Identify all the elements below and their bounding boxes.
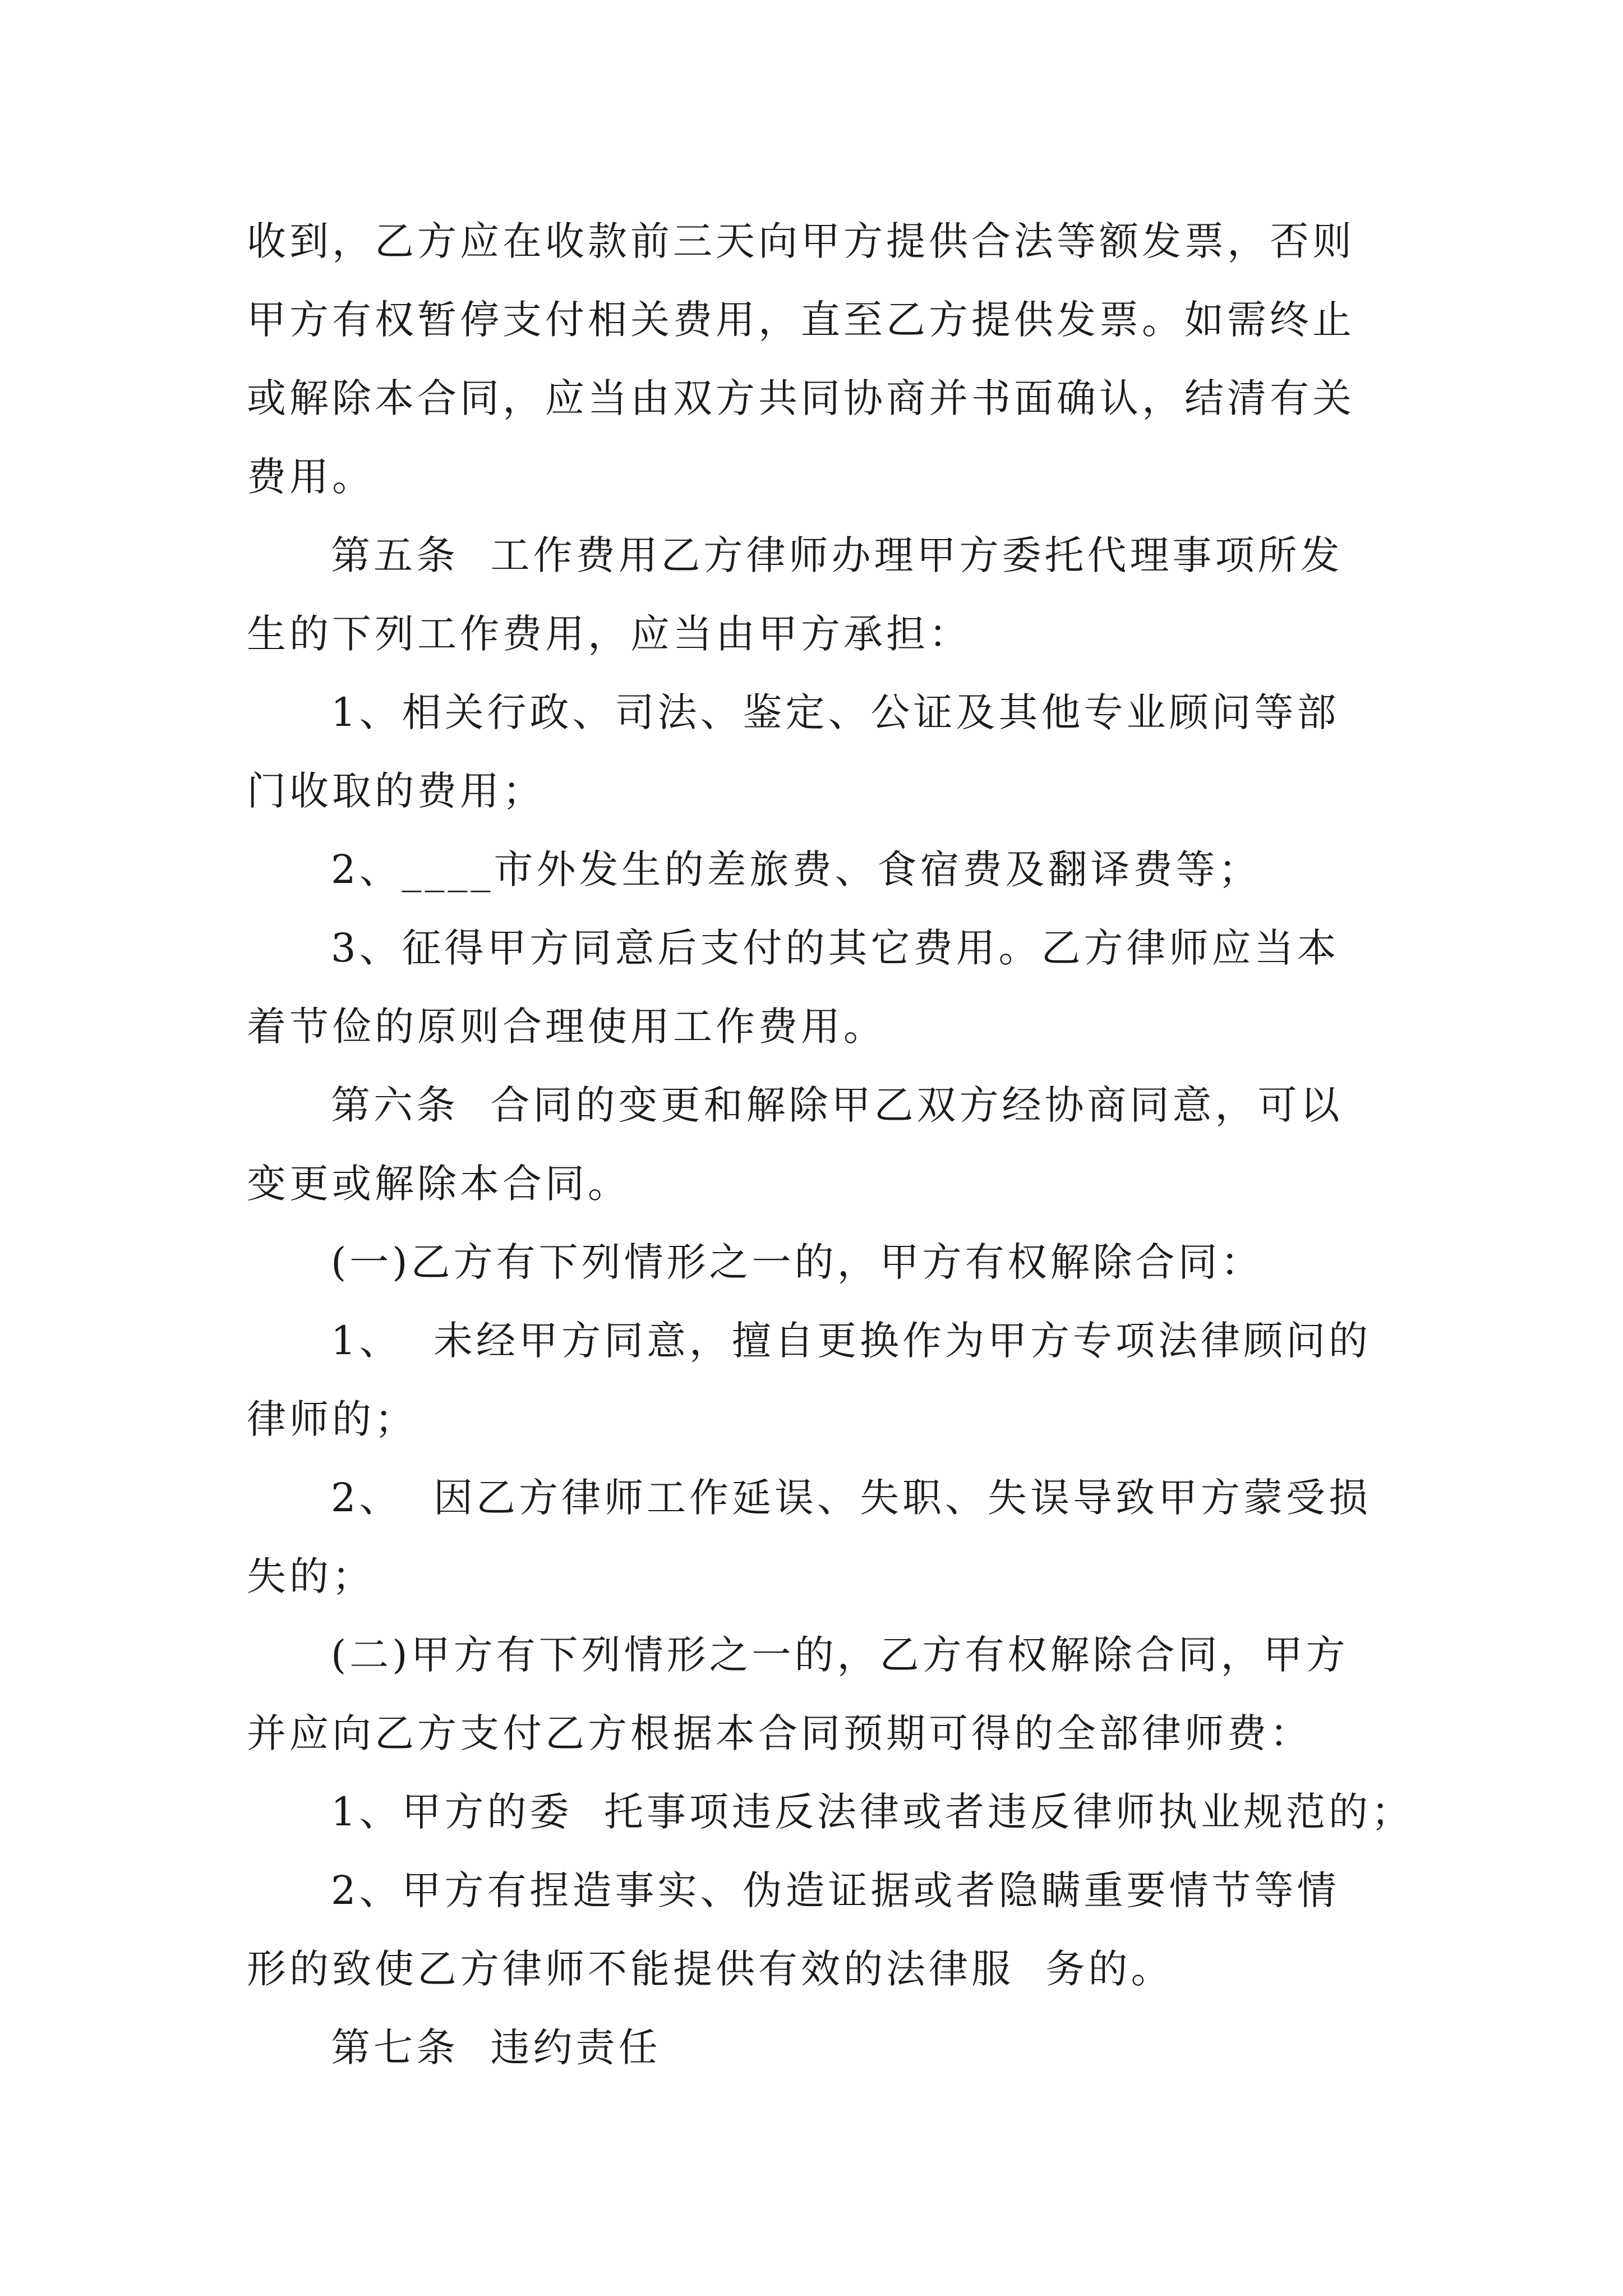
article-6-heading: 第六条 合同的变更和解除甲乙双方经协商同意，可以 — [331, 1082, 1343, 1128]
list-item-5-1: 1、相关行政、司法、鉴定、公证及其他专业顾问等部 — [331, 689, 1340, 735]
text-line-11: 着节俭的原则合理使用工作费用。 — [247, 1004, 886, 1050]
text-line-4: 费用。 — [247, 454, 375, 500]
list-item-6-1-2: 2、 因乙方律师工作延误、失职、失误导致甲方蒙受损 — [331, 1475, 1372, 1521]
article-7-heading: 第七条 违约责任 — [331, 2024, 661, 2070]
text-line-3: 或解除本合同，应当由双方共同协商并书面确认，结清有关 — [247, 375, 1355, 421]
text-line-8: 门收取的费用； — [247, 768, 545, 814]
text-line-1: 收到，乙方应在收款前三天向甲方提供合法等额发票，否则 — [247, 218, 1355, 264]
sub-clause-2: (二)甲方有下列情形之一的，乙方有权解除合同，甲方 — [331, 1632, 1349, 1678]
list-item-6-2-1: 1、甲方的委 托事项违反法律或者违反律师执业规范的； — [331, 1789, 1414, 1835]
text-line-13: 变更或解除本合同。 — [247, 1161, 630, 1207]
article-5-heading: 第五条 工作费用乙方律师办理甲方委托代理事项所发 — [331, 532, 1343, 578]
list-item-5-3: 3、征得甲方同意后支付的其它费用。乙方律师应当本 — [331, 925, 1340, 971]
sub-clause-1: (一)乙方有下列情形之一的，甲方有权解除合同： — [331, 1239, 1264, 1285]
text-line-23: 形的致使乙方律师不能提供有效的法律服 务的。 — [247, 1946, 1174, 1992]
list-item-5-2: 2、____市外发生的差旅费、食宿费及翻译费等； — [331, 846, 1261, 892]
text-line-2: 甲方有权暂停支付相关费用，直至乙方提供发票。如需终止 — [247, 297, 1355, 343]
text-line-18: 失的； — [247, 1553, 375, 1599]
text-line-20: 并应向乙方支付乙方根据本合同预期可得的全部律师费： — [247, 1710, 1312, 1756]
list-item-6-1-1: 1、 未经甲方同意，擅自更换作为甲方专项法律顾问的 — [331, 1318, 1372, 1364]
text-line-6: 生的下列工作费用，应当由甲方承担： — [247, 611, 971, 657]
list-item-6-2-2: 2、甲方有捏造事实、伪造证据或者隐瞒重要情节等情 — [331, 1867, 1340, 1913]
text-line-16: 律师的； — [247, 1396, 417, 1442]
